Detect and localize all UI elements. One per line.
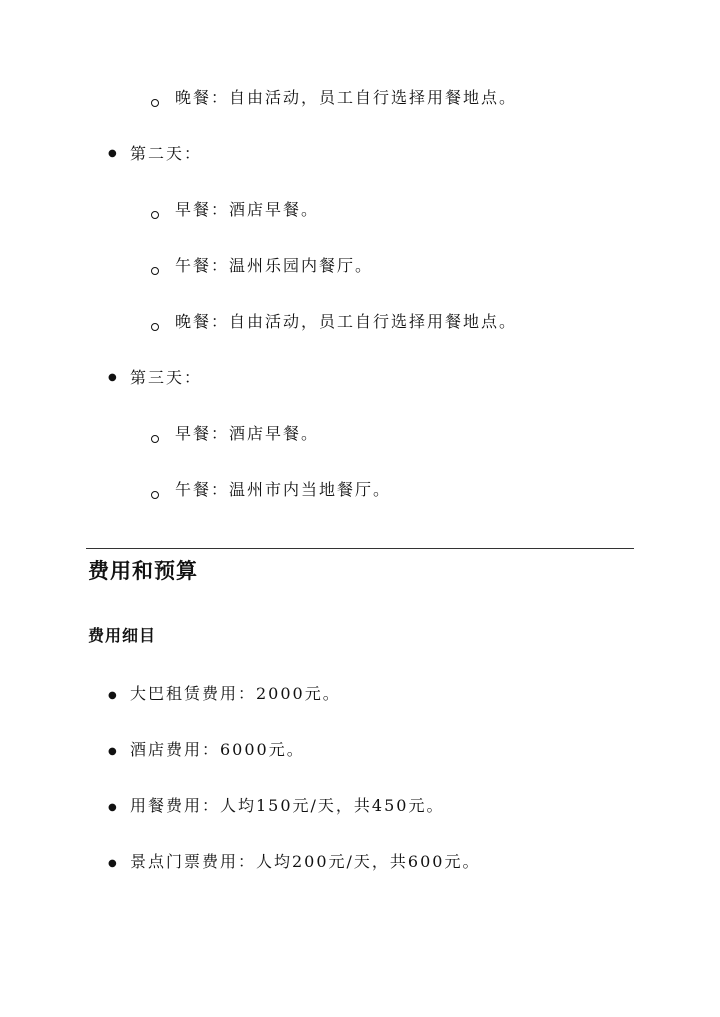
day2-breakfast-item: 早餐：酒店早餐。 <box>175 200 320 219</box>
bullet: ● <box>108 372 117 383</box>
cost-item: 大巴租赁费用：2000元。 <box>130 684 341 703</box>
cost-item: 景点门票费用：人均200元/天，共600元。 <box>130 852 481 871</box>
sub-bullet <box>151 267 159 275</box>
day2-lunch-item: 午餐：温州乐园内餐厅。 <box>175 256 374 275</box>
bullet: ● <box>108 746 117 757</box>
section-divider <box>86 548 634 549</box>
bullet: ● <box>108 690 117 701</box>
day3-label: 第三天： <box>130 368 203 387</box>
day2-dinner-item: 晚餐：自由活动，员工自行选择用餐地点。 <box>175 312 518 331</box>
sub-bullet <box>151 99 159 107</box>
cost-item: 用餐费用：人均150元/天，共450元。 <box>130 796 445 815</box>
day1-dinner-item: 晚餐：自由活动，员工自行选择用餐地点。 <box>175 88 518 107</box>
day3-lunch-item: 午餐：温州市内当地餐厅。 <box>175 480 392 499</box>
sub-bullet <box>151 435 159 443</box>
sub-bullet <box>151 491 159 499</box>
bullet: ● <box>108 858 117 869</box>
sub-bullet <box>151 323 159 331</box>
bullet: ● <box>108 148 117 159</box>
bullet: ● <box>108 802 117 813</box>
sub-bullet <box>151 211 159 219</box>
day3-breakfast-item: 早餐：酒店早餐。 <box>175 424 320 443</box>
day2-label: 第二天： <box>130 144 203 163</box>
section-title: 费用和预算 <box>88 558 198 583</box>
cost-item: 酒店费用：6000元。 <box>130 740 305 759</box>
section-subtitle: 费用细目 <box>88 626 157 645</box>
